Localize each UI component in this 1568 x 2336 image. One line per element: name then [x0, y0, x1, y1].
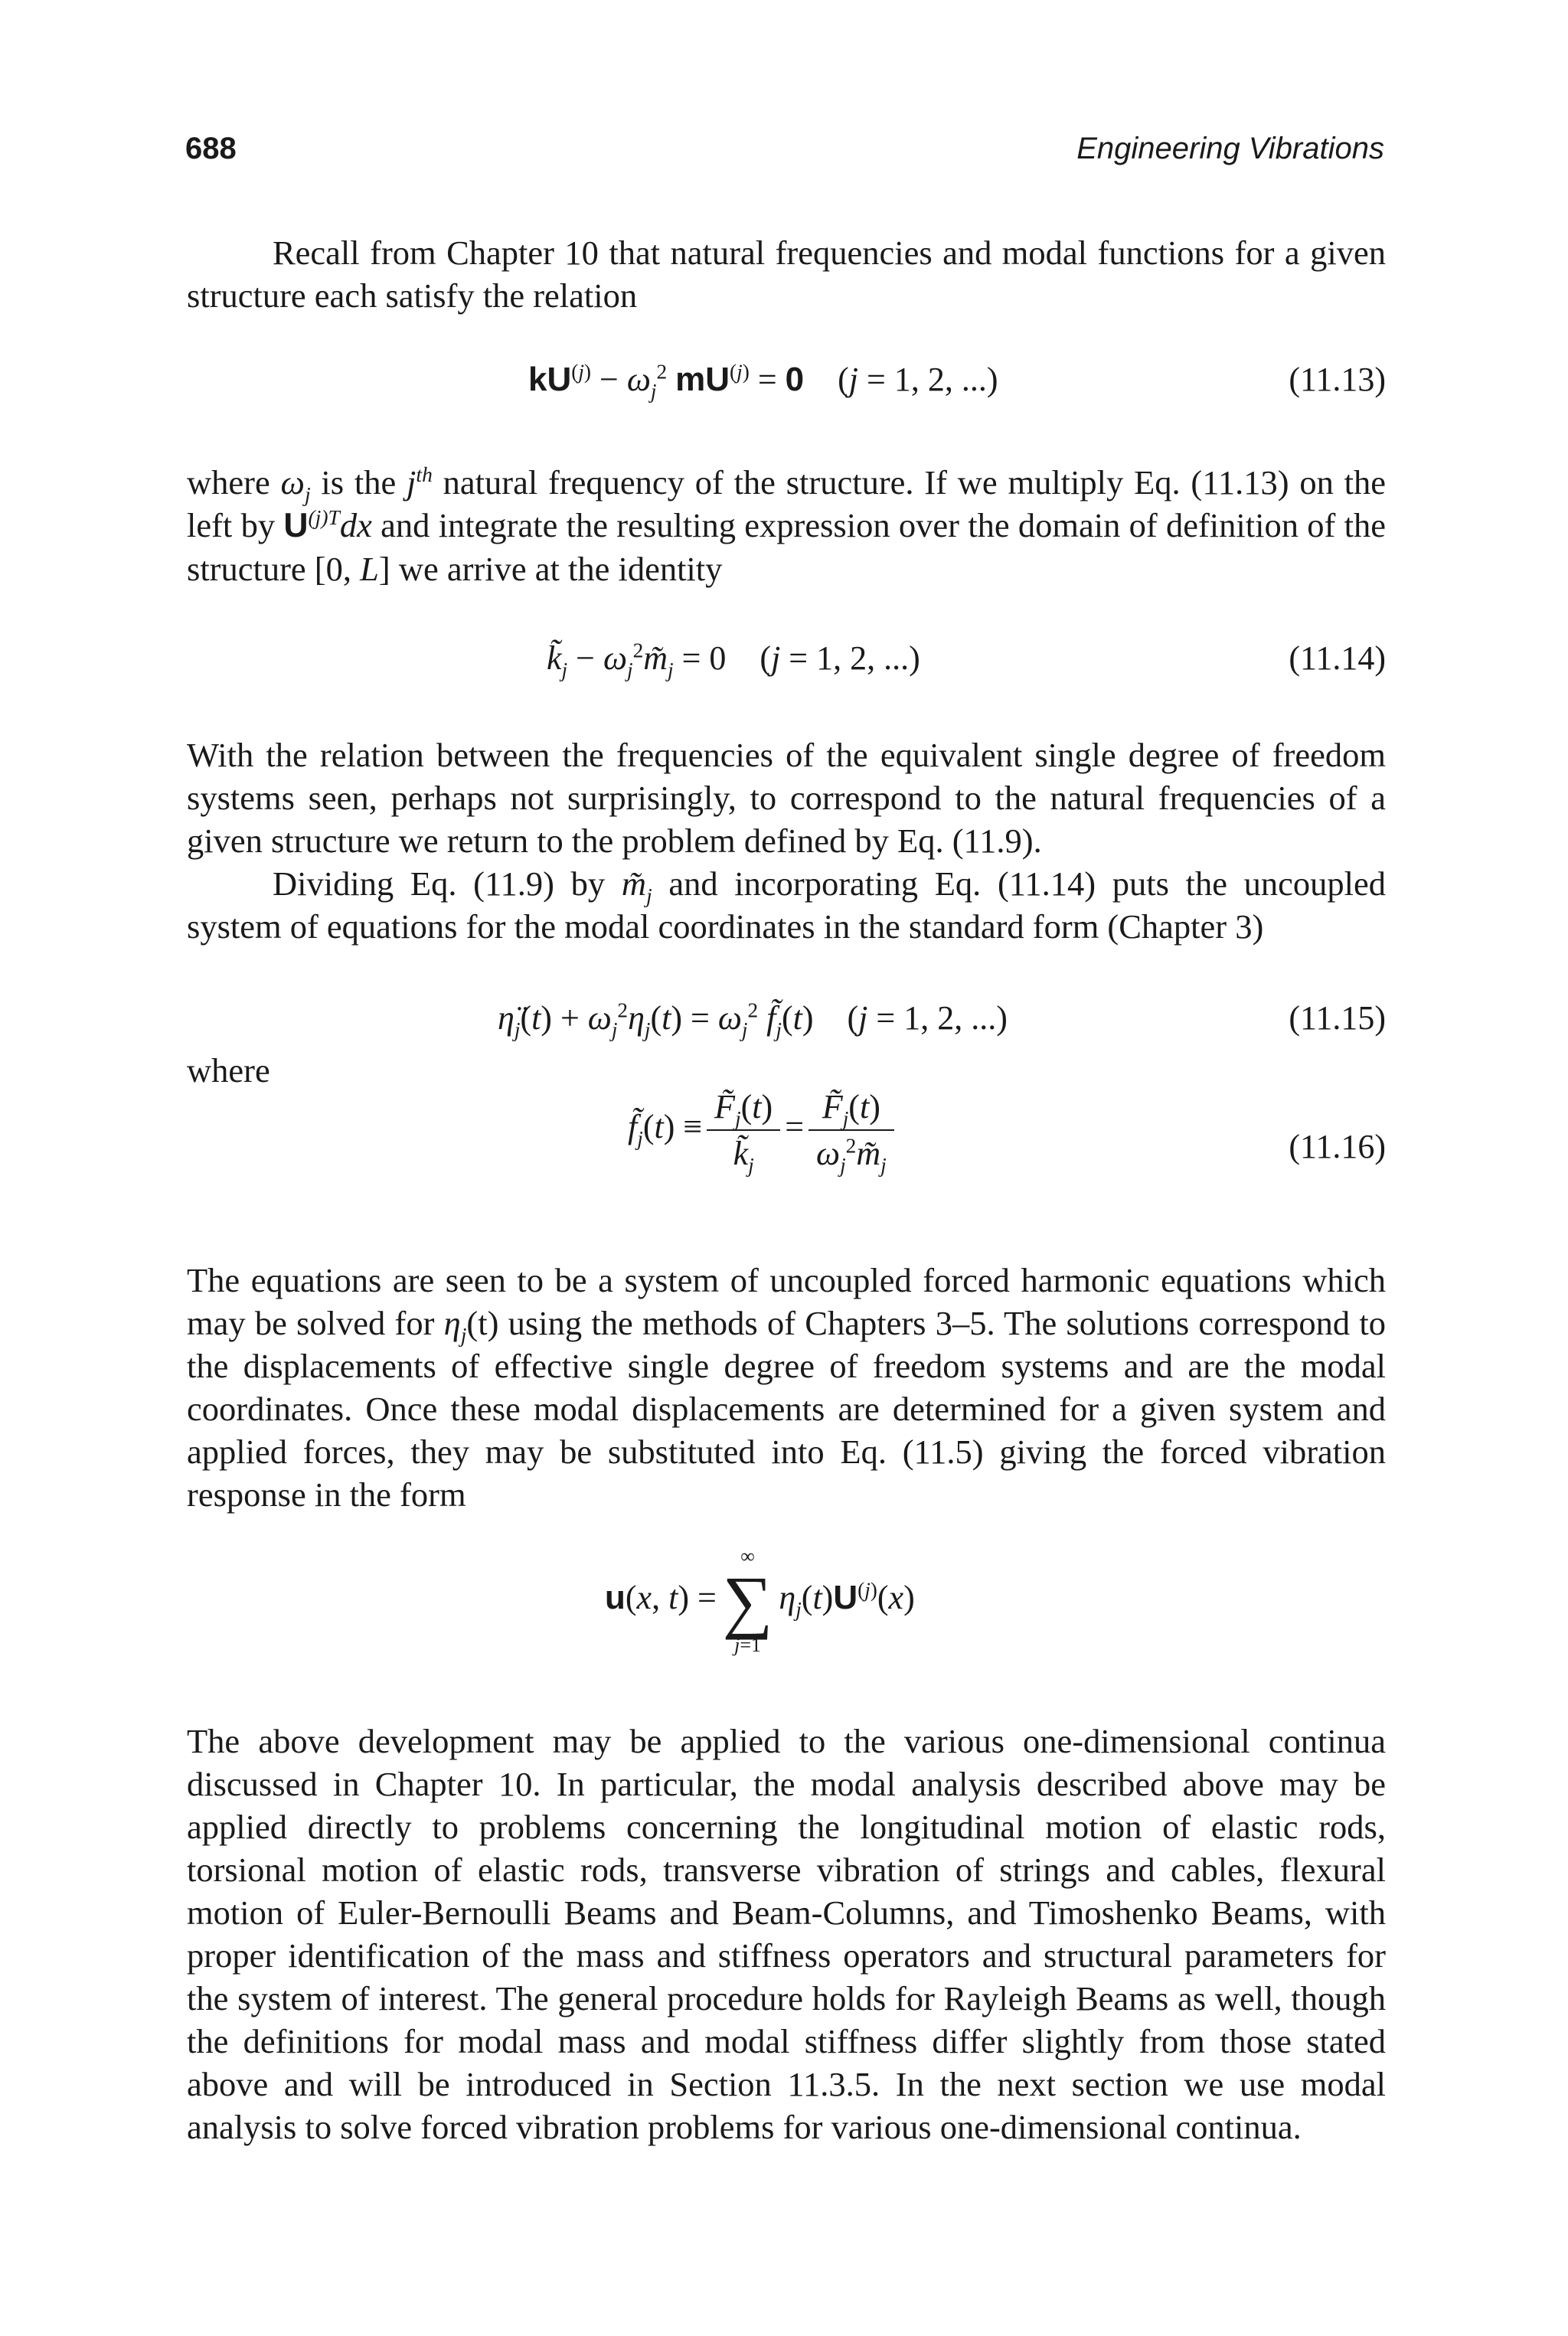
- equation-11-15: [187, 998, 1386, 1060]
- paragraph-above-development: The above development may be applied to the various one-dimensional continua discussed in Chapter 10. In particular, the modal analysis described above may be applied directly to problems concerning the longitudinal motion of elastic rods, torsional motion of elastic rods, transverse vibration of strings and cables, flexural motion of Euler-Bernoulli Beams and Beam-Columns, and Timoshenko Beams, with proper identification of the mass and stiffness operators and structural parameters for the system of interest. The general procedure holds for Rayleigh Beams as well, though the definitions for modal mass and modal stiffness differ slightly from those stated above and will be introduced in Section 11.3.5. In the next section we use modal analysis to solve forced vibration problems for various one-dimensional continua.: [187, 1722, 1386, 2146]
- equation-modal-response-body: u(x, t) = ∞ ∑ j=1 $\eta_j(t)U^{(j)}(x)$: [605, 1545, 915, 1656]
- equation-11-16-number: (11.16): [1289, 1128, 1386, 1165]
- equation-modal-response: [187, 1545, 1386, 1675]
- equation-11-13: [187, 360, 1386, 421]
- running-title: Engineering Vibrations: [1076, 132, 1384, 165]
- where-label: where: [187, 1051, 270, 1090]
- paragraph-dividing: Dividing Eq. (11.9) by $m̃_j$ and incorporating Eq. (11.14) puts the uncoupled system of equations for the modal coordinates in the standard form (Chapter 3): [187, 864, 1387, 946]
- paragraph-recall: Recall from Chapter 10 that natural frequencies and modal functions for a given structure each satisfy the relation: [187, 234, 1386, 315]
- page-number: 688: [185, 132, 237, 165]
- equation-11-14-body: $k̃_j$ − $\omega_j^2m̃_j = 0$ (j = 1, 2, ...): [547, 639, 920, 681]
- paragraph-uncoupled-equations: The equations are seen to be a system of uncoupled forced harmonic equations which may be solved for $\eta_j(t)$ using the methods of Chapters 3–5. The solutions correspond to the displacements of effective single degree of freedom systems and are the modal coordinates. Once these modal displacements are determined for a given system and applied forces, they may be substituted into Eq. (11.5) giving the forced vibration response in the form: [187, 1261, 1386, 1514]
- equation-11-13-body: $kU^{(j)} - \omega_j^2$ $mU^{(j)} = 0$ (j = 1, 2, ...): [528, 360, 998, 403]
- equation-11-15-body: $\etä_j(t) + \omega_j^2\eta_j(t) = \omega_j^2$ $f̃_j(t)$ (j = 1, 2, ...): [498, 998, 1008, 1041]
- equation-11-13-number: (11.13): [1289, 361, 1386, 398]
- equation-11-14: [187, 639, 1386, 700]
- paragraph-where-omega: where $\omega_j$ is the $j^{th}$ natural frequency of the structure. If we multiply Eq. (11.13) on the left by $U^{(j)T}dx$ and integrate the resulting expression over the domain of definition of the structure [0, L] we arrive at the identity: [187, 462, 1386, 588]
- equation-11-16: [187, 1087, 1386, 1217]
- paragraph-with-relation: With the relation between the frequencies of the equivalent single degree of freedom systems seen, perhaps not surprisingly, to correspond to the natural frequencies of a given structure we return to the problem defined by Eq. (11.9).: [187, 736, 1386, 860]
- equation-11-14-number: (11.14): [1289, 639, 1386, 677]
- equation-11-15-number: (11.15): [1289, 999, 1386, 1037]
- equation-11-16-body: $f̃_j(t)$ ≡ $\frac{F̃_j(t)}{k̃_j}$ = $\frac{F̃_j(t)}{\omega_j^2m̃_j}$: [628, 1087, 899, 1173]
